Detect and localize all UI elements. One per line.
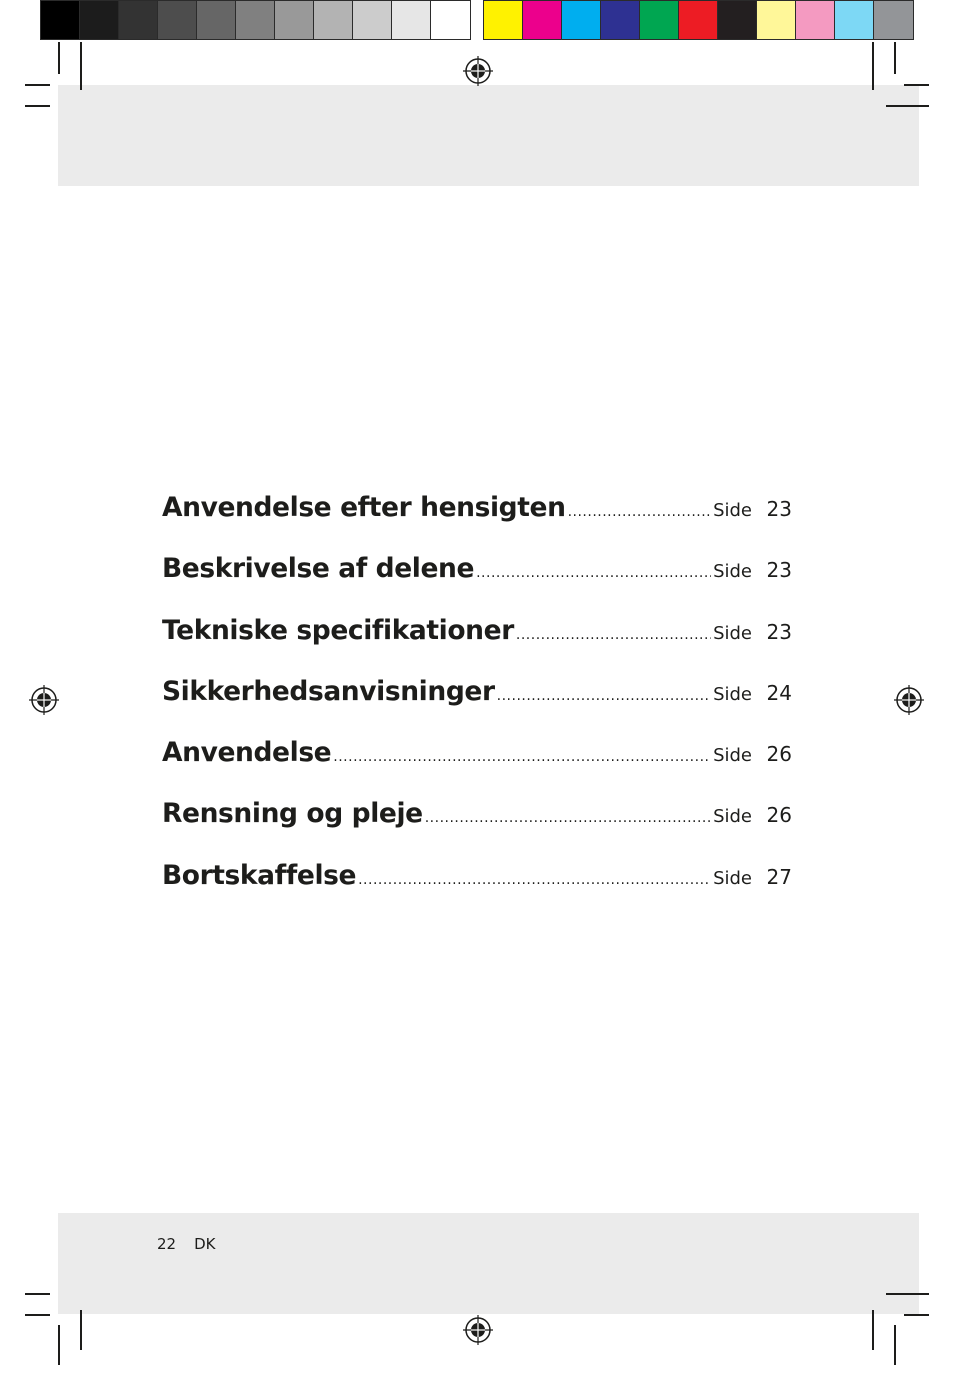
toc-leader-dots [333,749,711,765]
color-swatch [835,1,874,39]
color-swatch [80,1,119,39]
color-swatch [275,1,314,39]
process-color-bar [483,0,914,40]
crop-mark [58,42,60,74]
registration-mark-icon [463,56,493,86]
color-swatch [796,1,835,39]
toc-side-label: Side [713,806,752,828]
toc-entry-title: Rensning og pleje [162,798,423,830]
toc-entry[interactable] [162,860,792,921]
color-swatch [523,1,562,39]
toc-entry[interactable] [162,676,792,737]
toc-leader-dots [516,627,711,643]
color-swatch [562,1,601,39]
toc-leader-dots [358,872,711,888]
color-swatch [431,1,470,39]
crop-mark [904,84,929,86]
crop-mark [25,1293,50,1295]
registration-mark-icon [29,685,59,715]
color-swatch [236,1,275,39]
color-swatch [353,1,392,39]
registration-mark-icon [463,1315,493,1345]
toc-page-number: 23 [766,558,792,583]
toc-page-number: 27 [766,864,792,889]
toc-side-label: Side [713,622,752,644]
footer-band [58,1213,919,1314]
toc-entry[interactable] [162,798,792,859]
toc-side-label: Side [713,500,752,521]
color-swatch [484,1,523,39]
toc-side-label: Side [713,561,752,583]
toc-page-number: 24 [766,680,792,705]
page-number: 22 [157,1235,177,1253]
toc-leader-dots [497,688,711,704]
color-swatch [41,1,80,39]
header-band [58,85,919,186]
toc-entry-title: Anvendelse efter hensigten [162,492,566,523]
toc-entry[interactable] [162,737,792,798]
crop-mark [58,1325,60,1365]
color-swatch [392,1,431,39]
crop-mark [886,1293,929,1295]
toc-entry-title: Bortskaffelse [162,859,357,891]
color-swatch [601,1,640,39]
crop-mark [904,1314,929,1316]
table-of-contents [162,492,792,921]
registration-mark-icon [894,685,924,715]
color-swatch [874,1,913,39]
toc-page-number: 26 [766,803,792,828]
crop-mark [894,42,896,74]
color-swatch [119,1,158,39]
color-swatch [158,1,197,39]
language-code: DK [194,1235,216,1253]
toc-entry-title: Tekniske specifikationer [162,614,514,646]
color-swatch [679,1,718,39]
color-swatch [718,1,757,39]
crop-mark [886,105,929,107]
crop-mark [872,42,874,90]
crop-mark [25,1314,50,1316]
color-swatch [197,1,236,39]
color-swatch [314,1,353,39]
toc-entry[interactable] [162,492,792,553]
toc-entry[interactable] [162,615,792,676]
toc-page-number: 23 [766,619,792,644]
toc-side-label: Side [713,683,752,705]
crop-mark [872,1310,874,1350]
grayscale-color-bar [40,0,471,40]
color-swatch [757,1,796,39]
crop-mark [894,1325,896,1365]
crop-mark [25,105,50,107]
page-folio [157,1235,233,1253]
crop-mark [80,42,82,90]
toc-entry-title: Sikkerhedsanvisninger [162,675,495,707]
toc-entry[interactable] [162,553,792,614]
toc-side-label: Side [713,867,752,889]
toc-entry-title: Beskrivelse af delene [162,553,475,585]
crop-mark [80,1310,82,1350]
toc-entry-title: Anvendelse [162,737,332,769]
toc-page-number: 26 [766,742,792,767]
toc-leader-dots [476,565,711,581]
toc-page-number: 23 [766,497,792,521]
toc-side-label: Side [713,745,752,767]
crop-mark [25,84,50,86]
toc-leader-dots [425,810,711,826]
toc-leader-dots [568,504,712,520]
color-swatch [640,1,679,39]
